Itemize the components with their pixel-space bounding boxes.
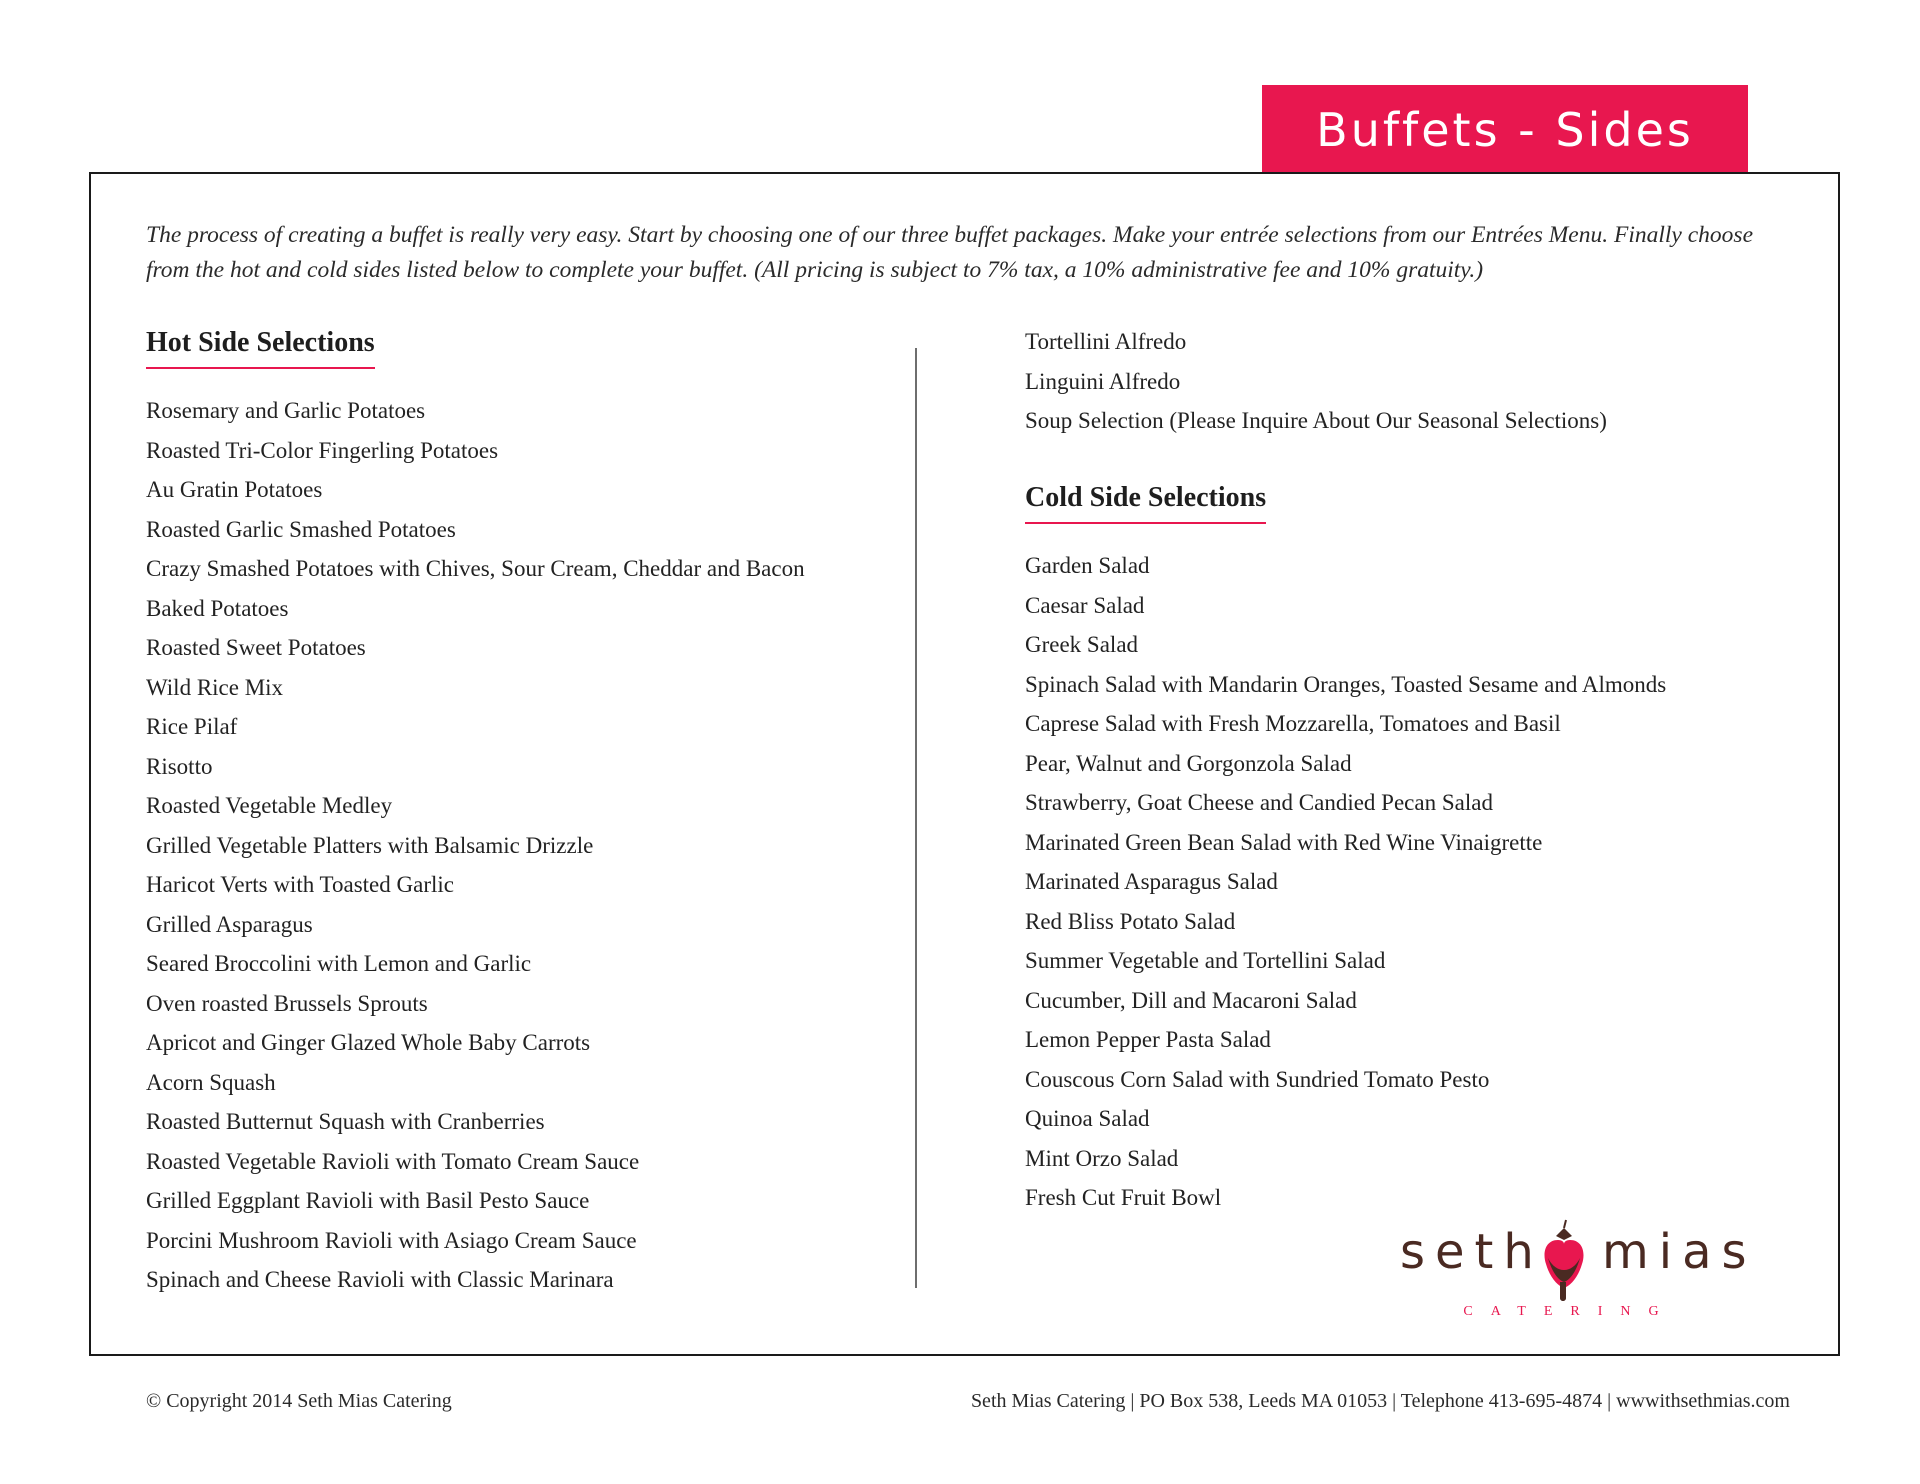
list-item: Risotto (146, 753, 213, 779)
list-item: Marinated Asparagus Salad (1025, 869, 1278, 894)
list-item: Lemon Pepper Pasta Salad (1025, 1027, 1271, 1052)
list-item: Oven roasted Brussels Sprouts (146, 990, 428, 1016)
hot-sides-list-continued (1025, 322, 1607, 441)
list-item: Roasted Butternut Squash with Cranberries (146, 1109, 545, 1134)
logo-subtitle: CATERING (1463, 1304, 1677, 1319)
list-item: Grilled Vegetable Platters with Balsamic Drizzle (146, 832, 594, 858)
list-item: Rice Pilaf (146, 714, 238, 739)
list-item: Rosemary and Garlic Potatoes (146, 398, 426, 423)
list-item: Red Bliss Potato Salad (1025, 908, 1236, 934)
list-item: Roasted Tri-Color Fingerling Potatoes (146, 437, 499, 463)
list-item: Linguini Alfredo (1025, 368, 1181, 394)
list-item: Baked Potatoes (146, 595, 289, 621)
list-item: Roasted Sweet Potatoes (146, 635, 366, 660)
list-item: Marinated Green Bean Salad with Red Wine Vinaigrette (1025, 829, 1543, 855)
page-title: Buffets - Sides (1262, 85, 1748, 174)
list-item: Cucumber, Dill and Macaroni Salad (1025, 987, 1357, 1013)
list-item: Couscous Corn Salad with Sundried Tomato Pesto (1025, 1066, 1490, 1092)
list-item: Greek Salad (1025, 632, 1139, 657)
seth-mias-logo (1380, 1200, 1760, 1325)
list-item: Porcini Mushroom Ravioli with Asiago Cream Sauce (146, 1227, 637, 1253)
list-item: Soup Selection (Please Inquire About Our Seasonal Selections) (1025, 408, 1607, 433)
column-divider (915, 348, 917, 1288)
list-item: Apricot and Ginger Glazed Whole Baby Carrots (146, 1030, 591, 1055)
list-item: Seared Broccolini with Lemon and Garlic (146, 951, 532, 976)
hot-sides-heading: Hot Side Selections (146, 327, 375, 369)
logo-word-mias: mias (1602, 1224, 1757, 1280)
hot-sides-list (146, 391, 805, 1300)
list-item: Strawberry, Goat Cheese and Candied Pecan Salad (1025, 790, 1493, 815)
footer-contact: Seth Mias Catering | PO Box 538, Leeds MA 01053 | Telephone 413-695-4874 | wwwithsethmias.com (970, 1390, 1790, 1412)
list-item: Au Gratin Potatoes (146, 477, 323, 502)
list-item: Caesar Salad (1025, 592, 1145, 618)
list-item: Pear, Walnut and Gorgonzola Salad (1025, 750, 1352, 776)
list-item: Mint Orzo Salad (1025, 1145, 1179, 1171)
list-item: Garden Salad (1025, 553, 1150, 578)
list-item: Wild Rice Mix (146, 674, 284, 700)
list-item: Crazy Smashed Potatoes with Chives, Sour Cream, Cheddar and Bacon (146, 556, 805, 581)
list-item: Grilled Eggplant Ravioli with Basil Pesto Sauce (146, 1188, 590, 1213)
list-item: Fresh Cut Fruit Bowl (1025, 1185, 1222, 1210)
list-item: Roasted Garlic Smashed Potatoes (146, 516, 456, 542)
list-item: Summer Vegetable and Tortellini Salad (1025, 948, 1386, 973)
cold-sides-list (1025, 546, 1666, 1218)
list-item: Grilled Asparagus (146, 911, 313, 937)
logo-word-seth: seth (1400, 1224, 1544, 1280)
list-item: Roasted Vegetable Medley (146, 793, 393, 818)
list-item: Acorn Squash (146, 1069, 276, 1095)
cold-sides-heading: Cold Side Selections (1025, 482, 1266, 524)
list-item: Quinoa Salad (1025, 1106, 1150, 1131)
strawberry-icon (1545, 1220, 1584, 1301)
intro-paragraph: The process of creating a buffet is really very easy. Start by choosing one of our three buffet packages. Make your entrée selections from our Entrées Menu. Finally choose from the hot and cold sides listed below to complete your buffet. (All pricing is subject to 7% tax, a 10% administrative fee and 10% gratuity.) (146, 222, 1753, 283)
list-item: Tortellini Alfredo (1025, 329, 1187, 354)
list-item: Spinach and Cheese Ravioli with Classic Marinara (146, 1267, 614, 1292)
list-item: Roasted Vegetable Ravioli with Tomato Cream Sauce (146, 1148, 640, 1174)
list-item: Spinach Salad with Mandarin Oranges, Toasted Sesame and Almonds (1025, 671, 1667, 697)
footer-copyright: © Copyright 2014 Seth Mias Catering (146, 1390, 452, 1412)
list-item: Caprese Salad with Fresh Mozzarella, Tomatoes and Basil (1025, 711, 1561, 736)
list-item: Haricot Verts with Toasted Garlic (146, 872, 454, 897)
